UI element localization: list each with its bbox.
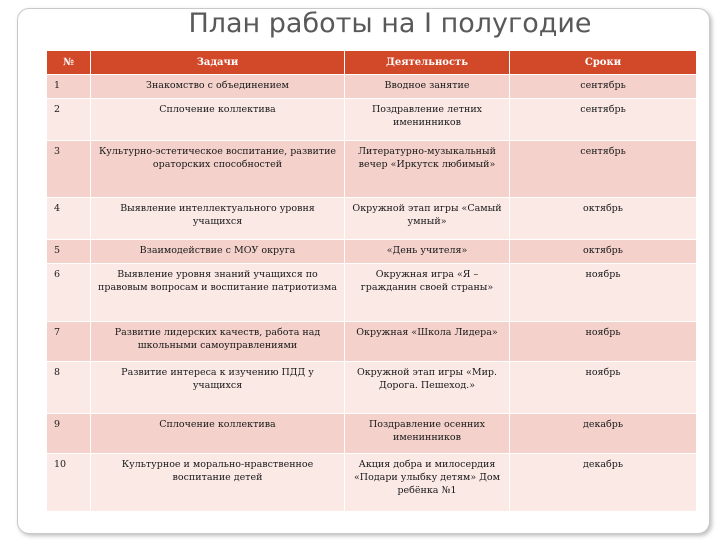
row-number: 6 <box>47 264 91 322</box>
row-date: сентябрь <box>510 141 697 198</box>
row-date: октябрь <box>510 240 697 264</box>
header-activity: Деятельность <box>345 51 510 75</box>
table-row <box>47 99 697 141</box>
row-activity: Акция добра и милосердия «Подари улыбку детям» Дом ребёнка №1 <box>345 454 510 512</box>
row-date: сентябрь <box>510 99 697 141</box>
row-number: 3 <box>47 141 91 198</box>
row-task: Культурно-эстетическое воспитание, развитие ораторских способностей <box>91 141 345 198</box>
table-row <box>47 75 697 99</box>
row-number: 9 <box>47 414 91 454</box>
row-task: Культурное и морально-нравственное воспитание детей <box>91 454 345 512</box>
row-task: Знакомство с объединением <box>91 75 345 99</box>
row-activity: Окружная игра «Я – гражданин своей страны» <box>345 264 510 322</box>
row-activity: Вводное занятие <box>345 75 510 99</box>
table-row <box>47 454 697 512</box>
header-dates: Сроки <box>510 51 697 75</box>
table-row <box>47 198 697 240</box>
table-row <box>47 414 697 454</box>
page-title: План работы на I полугодие <box>188 8 592 39</box>
row-activity: Окружной этап игры «Самый умный» <box>345 198 510 240</box>
row-number: 8 <box>47 362 91 414</box>
table-row <box>47 240 697 264</box>
table-header-row <box>47 51 697 75</box>
row-date: ноябрь <box>510 362 697 414</box>
row-activity: Поздравление летних именинников <box>345 99 510 141</box>
row-task: Развитие лидерских качеств, работа над школьными самоуправлениями <box>91 322 345 362</box>
row-number: 5 <box>47 240 91 264</box>
row-date: ноябрь <box>510 322 697 362</box>
work-plan-table <box>46 50 697 512</box>
row-number: 1 <box>47 75 91 99</box>
header-number: № <box>47 51 91 75</box>
table-row <box>47 362 697 414</box>
row-date: октябрь <box>510 198 697 240</box>
row-date: ноябрь <box>510 264 697 322</box>
row-activity: Литературно-музыкальный вечер «Иркутск любимый» <box>345 141 510 198</box>
header-tasks: Задачи <box>91 51 345 75</box>
table-row <box>47 322 697 362</box>
row-date: сентябрь <box>510 75 697 99</box>
row-number: 10 <box>47 454 91 512</box>
row-number: 4 <box>47 198 91 240</box>
row-activity: «День учителя» <box>345 240 510 264</box>
row-activity: Окружной этап игры «Мир. Дорога. Пешеход.» <box>345 362 510 414</box>
row-activity: Поздравление осенних именинников <box>345 414 510 454</box>
row-task: Взаимодействие с МОУ округа <box>91 240 345 264</box>
row-task: Сплочение коллектива <box>91 99 345 141</box>
row-task: Выявление уровня знаний учащихся по правовым вопросам и воспитание патриотизма <box>91 264 345 322</box>
row-task: Сплочение коллектива <box>91 414 345 454</box>
row-number: 7 <box>47 322 91 362</box>
row-number: 2 <box>47 99 91 141</box>
table-row <box>47 141 697 198</box>
row-date: декабрь <box>510 454 697 512</box>
row-task: Развитие интереса к изучению ПДД у учащихся <box>91 362 345 414</box>
row-activity: Окружная «Школа Лидера» <box>345 322 510 362</box>
row-date: декабрь <box>510 414 697 454</box>
row-task: Выявление интеллектуального уровня учащихся <box>91 198 345 240</box>
table-row <box>47 264 697 322</box>
